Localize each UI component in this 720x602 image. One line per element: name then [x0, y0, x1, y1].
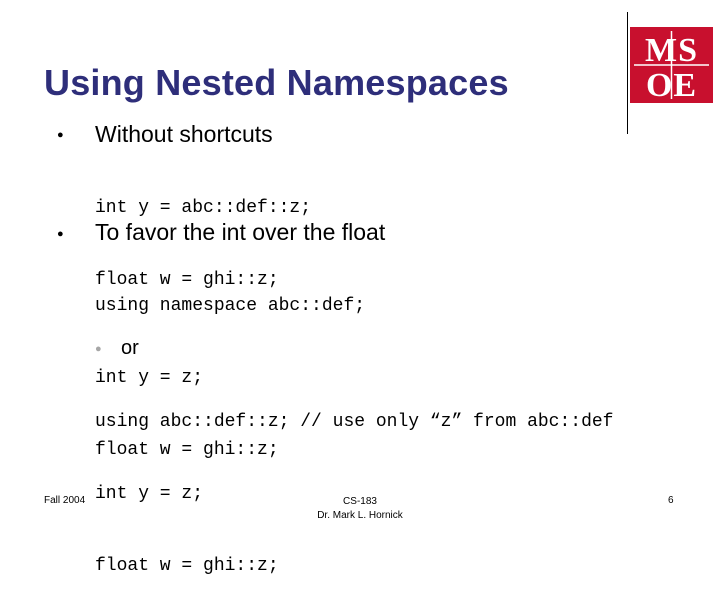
code-line: using namespace abc::def;: [95, 296, 366, 316]
bullet-dot-icon: ●: [57, 228, 64, 240]
code-line: int y = z;: [95, 484, 204, 504]
bullet-text-1: Without shortcuts: [95, 121, 273, 147]
code-line: float w = ghi::z;: [95, 440, 279, 460]
footer-author: Dr. Mark L. Hornick: [317, 510, 403, 521]
code-line: int y = z;: [95, 368, 204, 388]
msoe-logo: [630, 27, 713, 103]
code-line: int y = abc::def::z;: [95, 198, 312, 218]
bullet-text-2: To favor the int over the float: [95, 219, 386, 245]
header-divider: [627, 12, 628, 134]
sub-bullet-text: or: [121, 337, 139, 359]
bullet-dot-icon: ●: [95, 343, 102, 355]
slide-title: Using Nested Namespaces: [44, 62, 509, 103]
footer-date: Fall 2004: [44, 495, 86, 506]
logo-text-row1: MS: [645, 32, 698, 69]
logo-text-row2: OE: [645, 67, 698, 103]
code-line: using abc::def::z; // use only “z” from abc::def: [95, 412, 614, 432]
code-line: float w = ghi::z;: [95, 556, 279, 576]
code-block-3: [95, 362, 613, 602]
bullet-dot-icon: ●: [57, 129, 64, 141]
footer-course-code: CS-183: [343, 496, 377, 507]
footer-course: [300, 495, 420, 523]
logo-mark: [630, 27, 713, 103]
code-line: float w = ghi::z;: [95, 270, 279, 290]
page-number: 6: [668, 495, 674, 506]
